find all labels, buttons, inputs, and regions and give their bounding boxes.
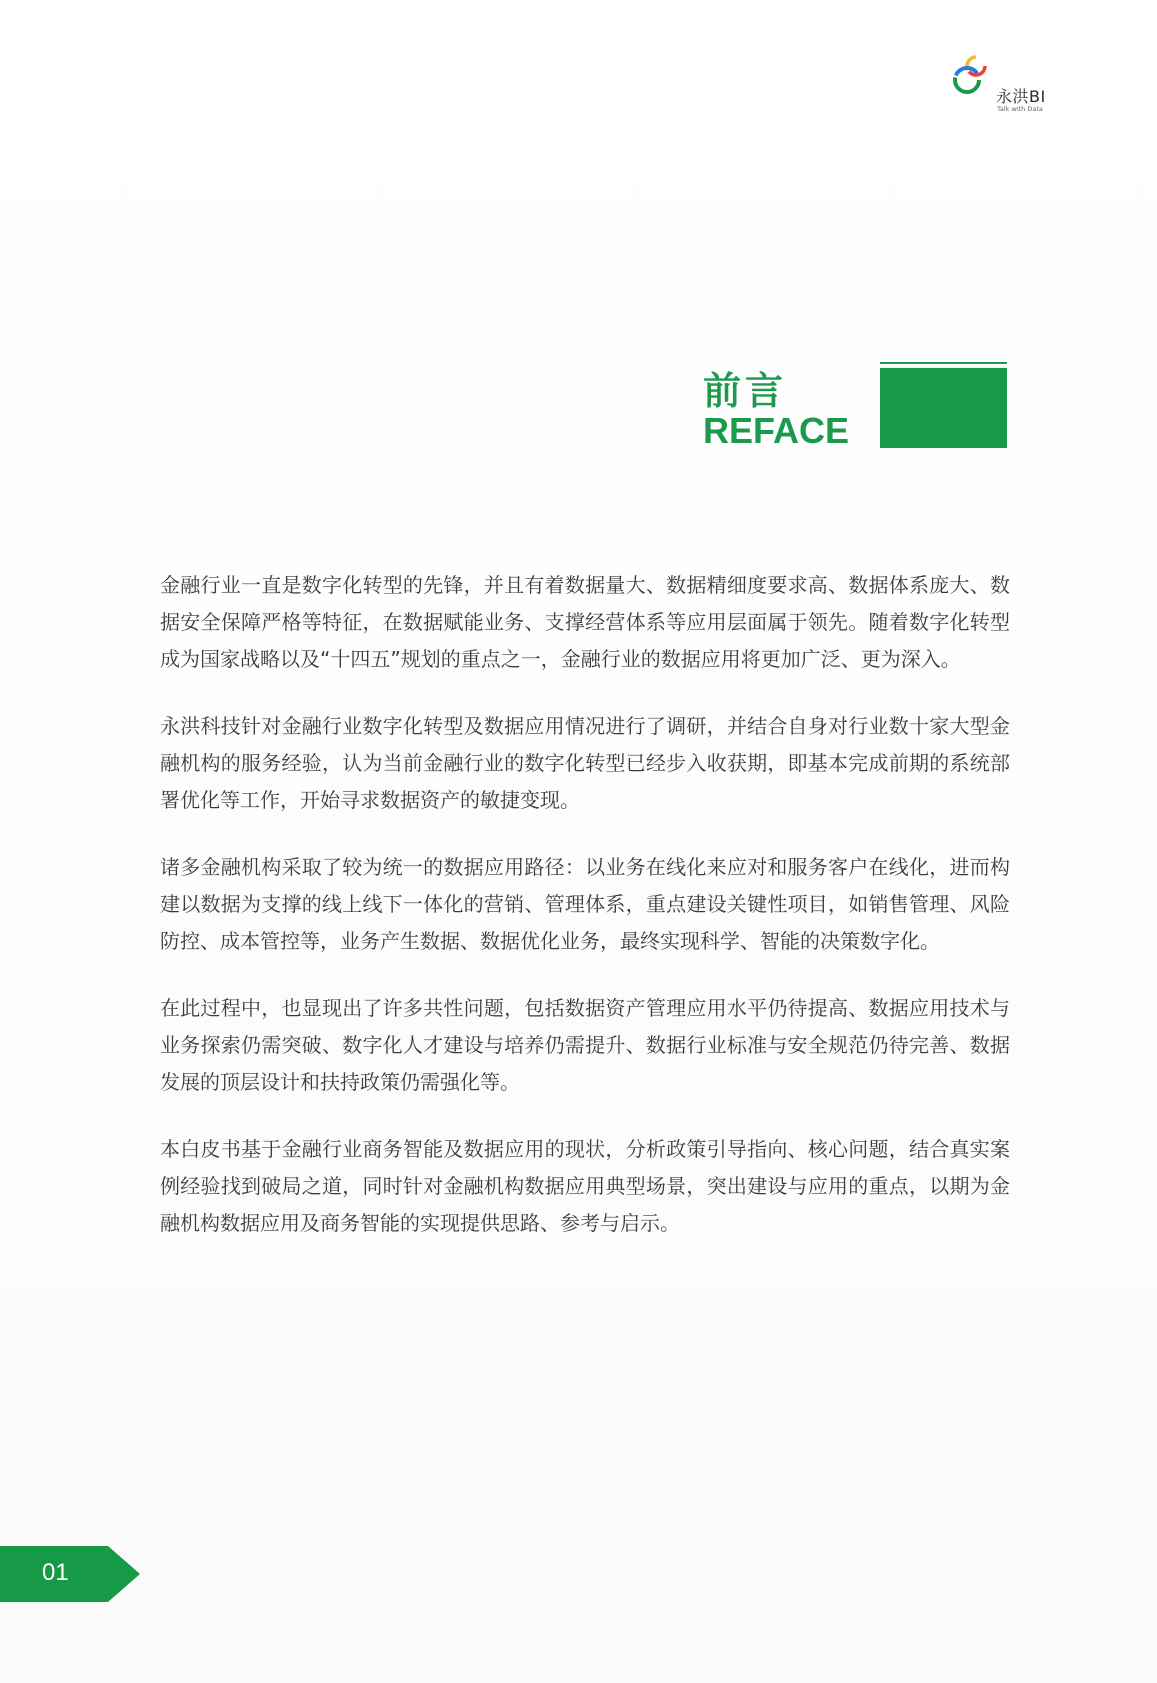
brand-logo [950, 52, 1060, 122]
logo-name: 永洪BI [996, 87, 1046, 106]
heading-accent-line [880, 362, 1007, 364]
paragraph-4: 在此过程中，也显现出了许多共性问题，包括数据资产管理应用水平仍待提高、数据应用技术与业务探索仍需突破、数字化人才建设与培养仍需提升、数据行业标准与安全规范仍待完善、数据发展的顶层设计和扶持政策仍需强化等。 [160, 996, 1010, 1094]
page-tag-arrow-icon [0, 1546, 140, 1602]
paragraph-3: 诸多金融机构采取了较为统一的数据应用路径：以业务在线化来应对和服务客户在线化，进而构建以数据为支撑的线上线下一体化的营销、管理体系，重点建设关键性项目，如销售管理、风险防控、成本管控等，业务产生数据、数据优化业务，最终实现科学、智能的决策数字化。 [160, 855, 1010, 953]
page-number-tag [0, 1546, 140, 1602]
section-title-en: REFACE [703, 410, 850, 451]
paragraph-1: 金融行业一直是数字化转型的先锋，并且有着数据量大、数据精细度要求高、数据体系庞大、数据安全保障严格等特征，在数据赋能业务、支撑经营体系等应用层面属于领先。随着数字化转型成为国家战略以及“十四五”规划的重点之一，金融行业的数据应用将更加广泛、更为深入。 [160, 573, 1010, 671]
paragraph-5: 本白皮书基于金融行业商务智能及数据应用的现状，分析政策引导指向、核心问题，结合真实案例经验找到破局之道，同时针对金融机构数据应用典型场景，突出建设与应用的重点，以期为金融机构数据应用及商务智能的实现提供思路、参考与启示。 [160, 1137, 1010, 1235]
paragraph-2: 永洪科技针对金融行业数字化转型及数据应用情况进行了调研，并结合自身对行业数十家大型金融机构的服务经验，认为当前金融行业的数字化转型已经步入收获期，即基本完成前期的系统部署优化等工作，开始寻求数据资产的敏捷变现。 [160, 714, 1010, 812]
preface-content [160, 567, 1010, 1272]
page-number: 01 [42, 1559, 69, 1586]
logo-rings-icon [950, 52, 994, 96]
section-title-cn: 前言 [703, 369, 788, 413]
logo-tagline: Talk with Data [997, 105, 1043, 113]
heading-accent-block [880, 368, 1007, 448]
